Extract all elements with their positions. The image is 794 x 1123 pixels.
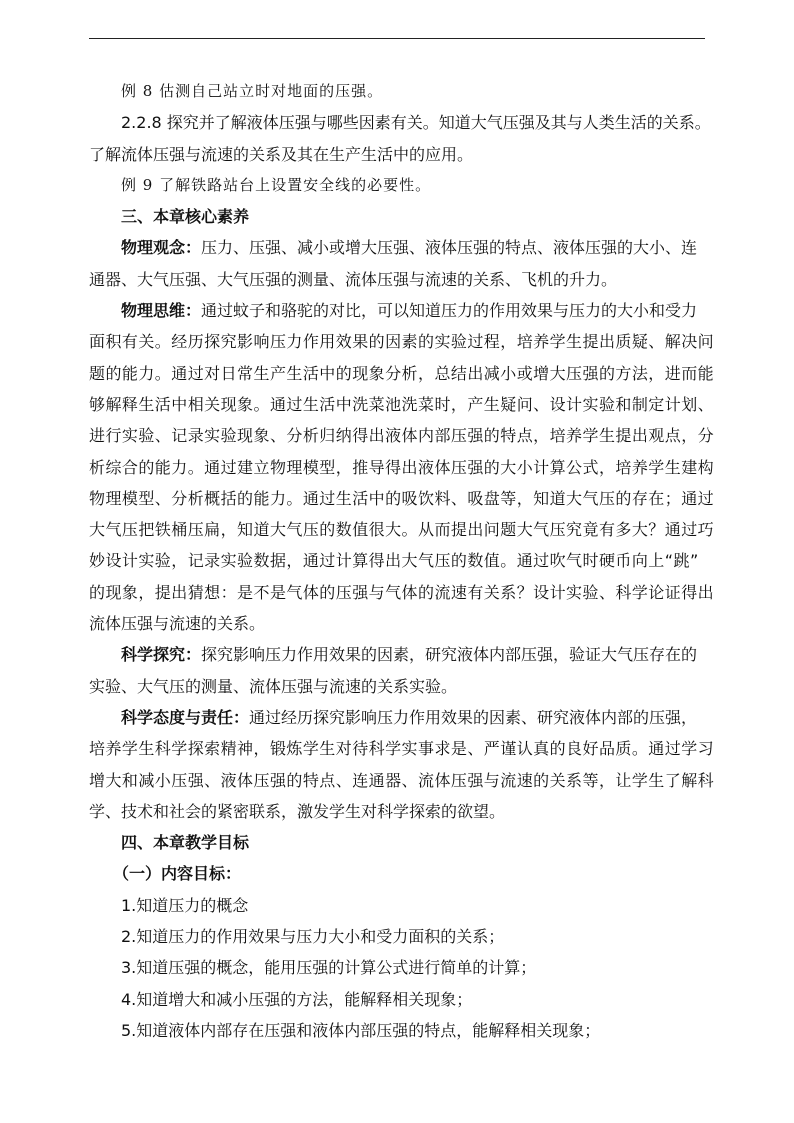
section-4-heading: 四、本章教学目标 (121, 833, 250, 853)
physics-concept-text: 压力、压强、减小或增大压强、液体压强的特点、液体压强的大小、连 (201, 238, 698, 258)
goal-item: 3.知道压强的概念，能用压强的计算公式进行简单的计算； (121, 958, 537, 978)
standard-number: 2.2.8 (121, 113, 162, 133)
scientific-inquiry-label: 科学探究： (121, 645, 202, 665)
attitude-line: 增大和减小压强、液体压强的特点、连通器、流体压强与流速的关系等，让学生了解科 (89, 770, 715, 790)
attitude-label: 科学态度与责任： (121, 707, 250, 727)
page-content (89, 76, 715, 1046)
example-9: 例 9 了解铁路站台上设置安全线的必要性。 (121, 175, 432, 194)
physics-concept-line-1 (89, 232, 705, 263)
physics-thinking-line: 析综合的能力。通过建立物理模型，推导得出液体压强的大小计算公式，培养学生建构 (89, 457, 715, 477)
goal-item: 4.知道增大和减小压强的方法，能解释相关现象； (121, 989, 473, 1009)
scientific-inquiry-line-1 (89, 639, 705, 670)
physics-thinking-label: 物理思维： (121, 301, 202, 321)
goal-item: 2.知道压力的作用效果与压力大小和受力面积的关系； (121, 927, 505, 947)
attitude-text: 通过经历探究影响压力作用效果的因素、研究液体内部的压强， (249, 707, 698, 727)
scientific-inquiry-text: 探究影响压力作用效果的因素，研究液体内部压强，验证大气压存在的 (201, 645, 698, 665)
physics-concept-line-2: 通器、大气压强、大气压强的测量、流体压强与流速的关系、飞机的升力。 (89, 269, 618, 289)
goal-item: 1.知道压力的概念 (121, 895, 249, 915)
attitude-line-1 (89, 702, 705, 733)
physics-thinking-line: 的现象，提出猜想：是不是气体的压强与气体的流速有关系？设计实验、科学论证得出 (89, 582, 715, 602)
physics-thinking-text: 通过蚊子和骆驼的对比，可以知道压力的作用效果与压力的大小和受力 (201, 301, 698, 321)
physics-thinking-line: 进行实验、记录实验现象、分析归纳得出液体内部压强的特点，培养学生提出观点，分 (89, 426, 715, 446)
physics-thinking-line-1 (89, 295, 705, 326)
physics-thinking-line: 妙设计实验，记录实验数据，通过计算得出大气压的数值。通过吹气时硬币向上“跳” (89, 551, 699, 571)
physics-thinking-line: 大气压把铁桶压扁，知道大气压的数值很大。从而提出问题大气压究竟有多大？通过巧 (89, 520, 715, 540)
physics-thinking-line: 面积有关。经历探究影响压力作用效果的因素的实验过程，培养学生提出质疑、解决问 (89, 332, 715, 352)
standard-text: 探究并了解液体压强与哪些因素有关。知道大气压强及其与人类生活的关系。 (161, 113, 711, 133)
header-rule (89, 38, 705, 39)
attitude-line: 培养学生科学探索精神，锻炼学生对待科学实事求是、严谨认真的良好品质。通过学习 (89, 739, 715, 759)
example-8: 例 8 估测自己站立时对地面的压强。 (121, 82, 384, 100)
scientific-inquiry-line-2: 实验、大气压的测量、流体压强与流速的关系实验。 (89, 676, 458, 696)
physics-thinking-line: 够解释生活中相关现象。通过生活中洗菜池洗菜时，产生疑问、设计实验和制定计划、 (89, 394, 715, 414)
physics-thinking-line: 流体压强与流速的关系。 (89, 614, 266, 634)
standard-2-2-8-line-1 (89, 107, 711, 138)
physics-concept-label: 物理观念： (121, 238, 202, 258)
standard-2-2-8-line-2: 了解流体压强与流速的关系及其在生产生活中的应用。 (89, 144, 474, 164)
attitude-line: 学、技术和社会的紧密联系，激发学生对科学探索的欲望。 (89, 801, 506, 821)
content-goals-heading: （一）内容目标： (113, 864, 242, 884)
physics-thinking-line: 物理模型、分析概括的能力。通过生活中的吸饮料、吸盘等，知道大气压的存在；通过 (89, 488, 715, 508)
goal-item: 5.知道液体内部存在压强和液体内部压强的特点，能解释相关现象； (121, 1020, 601, 1040)
physics-thinking-line: 题的能力。通过对日常生产生活中的现象分析，总结出减小或增大压强的方法，进而能 (89, 363, 715, 383)
section-3-heading: 三、本章核心素养 (121, 207, 250, 227)
